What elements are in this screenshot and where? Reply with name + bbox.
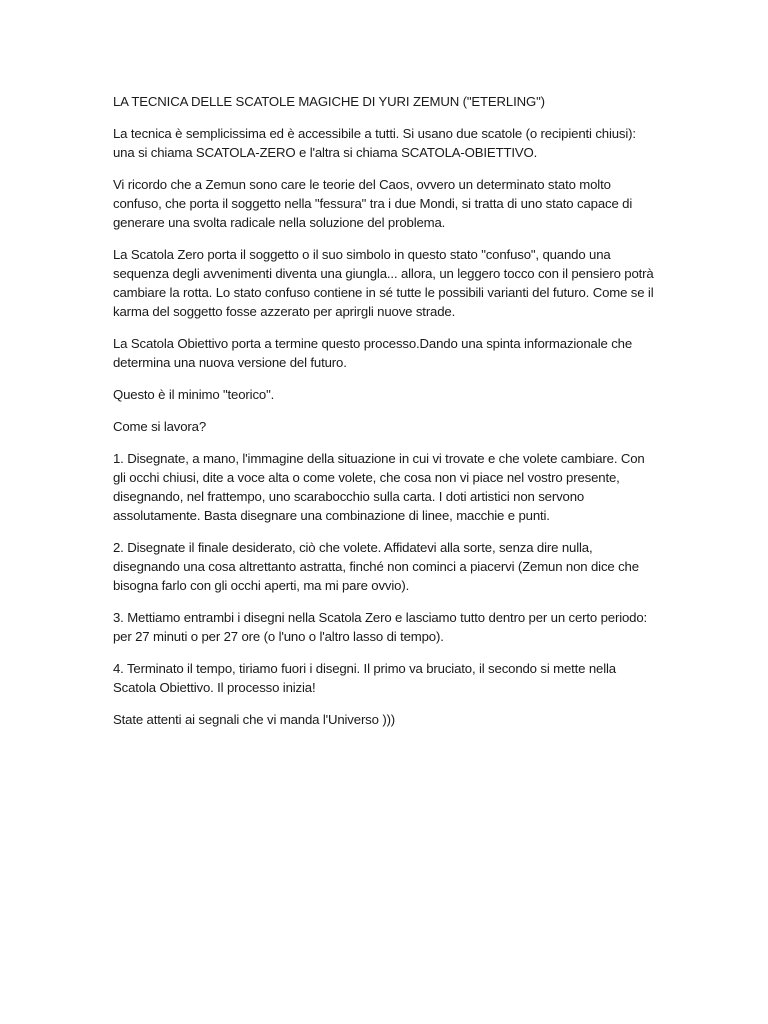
paragraph-step-1: 1. Disegnate, a mano, l'immagine della situazione in cui vi trovate e che volete cambiare. Con gli occhi chiusi, dite a voce alta o come volete, che cosa non vi piace nel vostro presente, disegnando, nel frattempo, uno scarabocchio sulla carta. I doti artistici non servono assolutamente. Basta disegnare una combinazione di linee, macchie e punti.	[113, 451, 645, 523]
document-title: LA TECNICA DELLE SCATOLE MAGICHE DI YURI ZEMUN ("ETERLING")	[113, 94, 545, 109]
paragraph-step-4: 4. Terminato il tempo, tiriamo fuori i disegni. Il primo va bruciato, il secondo si mette nella Scatola Obiettivo. Il processo inizia!	[113, 661, 616, 695]
paragraph-closing: State attenti ai segnali che vi manda l'Universo )))	[113, 712, 396, 727]
paragraph-step-2: 2. Disegnate il finale desiderato, ciò che volete. Affidatevi alla sorte, senza dire nulla, disegnando una cosa altrettanto astratta, finché non cominci a piacervi (Zemun non dice che bisogna farlo con gli occhi aperti, ma mi pare ovvio).	[113, 540, 639, 593]
paragraph-zero-box: La Scatola Zero porta il soggetto o il suo simbolo in questo stato "confuso", quando una sequenza degli avvenimenti diventa una giungla... allora, un leggero tocco con il pensiero potrà cambiare la rotta. Lo stato confuso contiene in sé tutte le possibili varianti del futuro. Come se il karma del soggetto fosse azzerato per aprirgli nuove strade.	[113, 247, 654, 319]
paragraph-theory-minimum: Questo è il minimo "teorico".	[113, 387, 275, 402]
paragraph-objective-box: La Scatola Obiettivo porta a termine questo processo.Dando una spinta informazionale che determina una nuova versione del futuro.	[113, 336, 633, 370]
paragraph-step-3: 3. Mettiamo entrambi i disegni nella Scatola Zero e lasciamo tutto dentro per un certo periodo: per 27 minuti o per 27 ore (o l'uno o l'altro lasso di tempo).	[113, 610, 648, 644]
paragraph-intro: La tecnica è semplicissima ed è accessibile a tutti. Si usano due scatole (o recipienti chiusi): una si chiama SCATOLA-ZERO e l'altra si chiama SCATOLA-OBIETTIVO.	[113, 126, 636, 160]
paragraph-how-to: Come si lavora?	[113, 419, 207, 434]
paragraph-chaos-theory: Vi ricordo che a Zemun sono care le teorie del Caos, ovvero un determinato stato molto confuso, che porta il soggetto nella "fessura" tra i due Mondi, si tratta di uno stato capace di generare una svolta radicale nella soluzione del problema.	[113, 177, 633, 230]
document-body	[113, 92, 658, 742]
